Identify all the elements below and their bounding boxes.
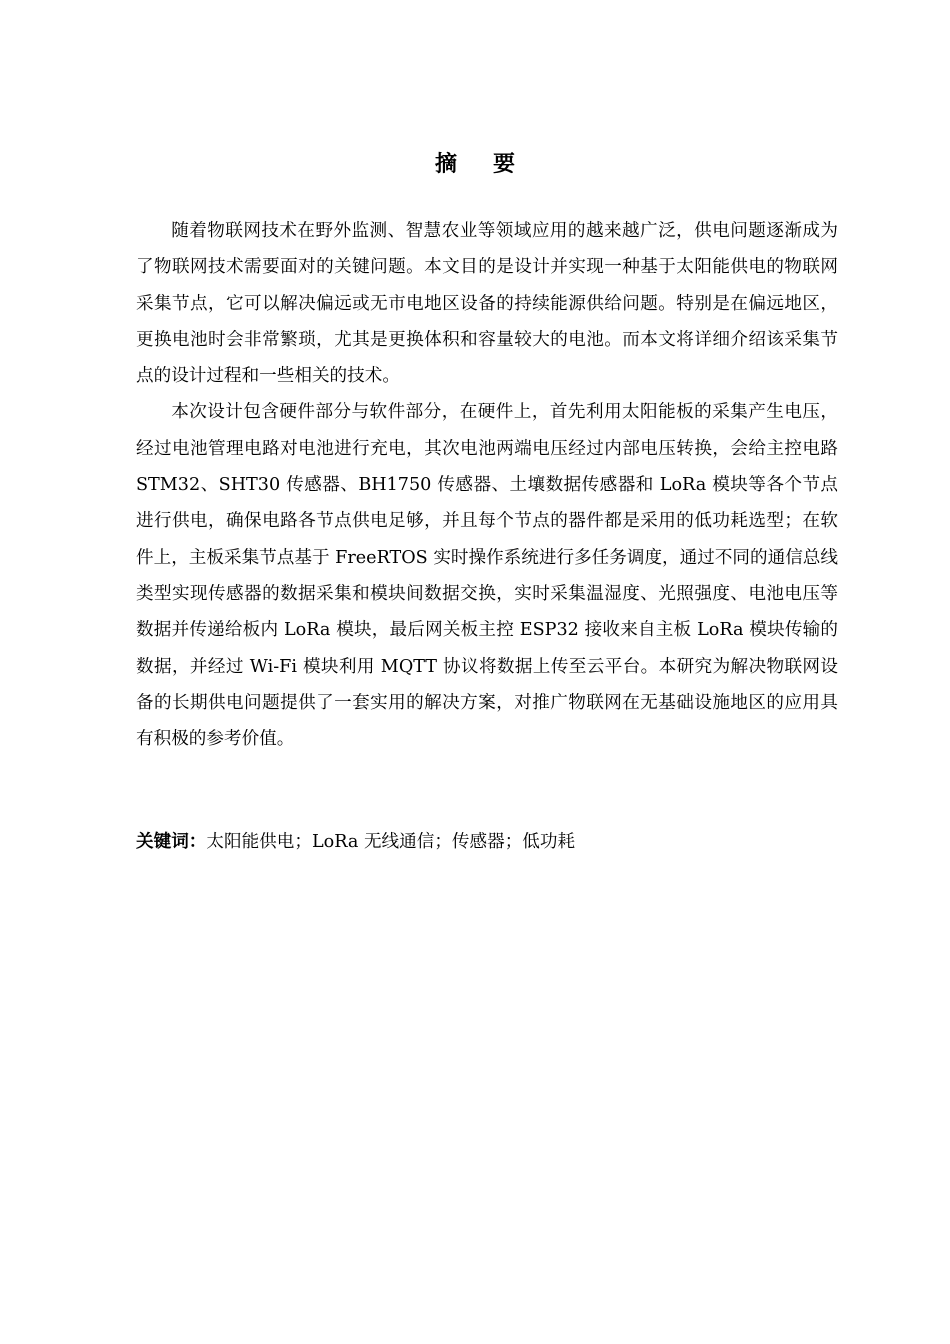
keywords-text: 太阳能供电；LoRa 无线通信；传感器；低功耗	[206, 832, 576, 852]
abstract-paragraph-2: 本次设计包含硬件部分与软件部分，在硬件上，首先利用太阳能板的采集产生电压，经过电池管理电路对电池进行充电，其次电池两端电压经过内部电压转换，会给主控电路 STM32、SHT30 传感器、BH1750 传感器、土壤数据传感器和 LoRa 模块等各个节点进行供电，确保电路各节点供电足够，并且每个节点的器件都是采用的低功耗选型；在软件上，主板采集节点基于 FreeRTOS 实时操作系统进行多任务调度，通过不同的通信总线类型实现传感器的数据采集和模块间数据交换，实时采集温湿度、光照强度、电池电压等数据并传递给板内 LoRa 模块，最后网关板主控 ESP32 接收来自主板 LoRa 模块传输的数据，并经过 Wi-Fi 模块利用 MQTT 协议将数据上传至云平台。本研究为解决物联网设备的长期供电问题提供了一套实用的解决方案，对推广物联网在无基础设施地区的应用具有积极的参考价值。	[136, 402, 838, 750]
abstract-title-char-2: 要	[493, 151, 516, 177]
keywords-line	[136, 824, 838, 860]
abstract-title	[0, 146, 950, 182]
abstract-title-char-1: 摘	[434, 151, 457, 177]
abstract-body	[136, 213, 838, 757]
keywords-label: 关键词：	[136, 832, 207, 852]
abstract-paragraph-1: 随着物联网技术在野外监测、智慧农业等领域应用的越来越广泛，供电问题逐渐成为了物联网技术需要面对的关键问题。本文目的是设计并实现一种基于太阳能供电的物联网采集节点，它可以解决偏远或无市电地区设备的持续能源供给问题。特别是在偏远地区，更换电池时会非常繁琐，尤其是更换体积和容量较大的电池。而本文将详细介绍该采集节点的设计过程和一些相关的技术。	[136, 221, 838, 387]
